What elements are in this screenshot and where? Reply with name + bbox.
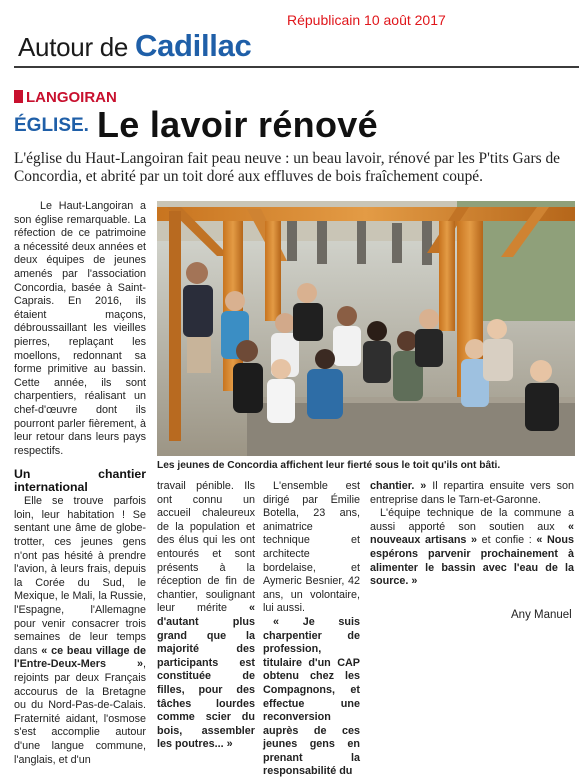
quote-text: « Nous espérons parvenir prochainement à alimenter le bassin avec l'eau de la source. » [370, 534, 574, 588]
quote-text: chantier. » [370, 480, 427, 492]
headline [14, 104, 378, 146]
article-column-4 [370, 480, 574, 589]
photo-caption: Les jeunes de Concordia affichent leur fierté sous le toit qu'ils ont bâti. [157, 460, 501, 471]
locality-text: LANGOIRAN [26, 89, 117, 106]
author-signature: Any Manuel [511, 609, 572, 621]
paragraph-text: et confie : [477, 534, 537, 547]
paragraph-text: travail pénible. Ils ont connu un accueil chaleureux de la population et des élus qui les ont entourés et sont présents à la réception de fin de chantier, soulignant leur mérite [157, 480, 255, 615]
paragraph-text: L'équipe technique de la commune a aussi apporté son soutien aux [370, 507, 574, 533]
paragraph-text: Il repartira ensuite vers son entreprise dans le Tarn-et-Garonne. [370, 480, 574, 506]
headline-title: Le lavoir rénové [96, 104, 378, 145]
paragraph-text: , rejoints par deux Français accourus de la Bretagne ou du Nord-Pas-de-Calais. Fraternité aidant, l'osmose s'est accomplie autour d'une langue commune, l'anglais, et d'un [14, 658, 146, 766]
paragraph: Le Haut-Langoiran a son église remarquable. La réfection de ce patrimoine a nécessité deux années et deux équipes de jeunes amenés par l'association Concordia, basée à Saint-Caprais. En 2016, ils étaient maçons, débroussaillant les vieilles pierres, replaçant les moellons, redonnant sa forme primitive au bassin. Cette année, ils sont charpentiers, réalisant un chef-d'œuvre dont ils pourront parler fièrement, à leur retour dans leurs pays respectifs. [14, 200, 146, 457]
paragraph [14, 495, 146, 767]
article-column-1 [14, 200, 146, 767]
subheading: Un chantier international [14, 467, 146, 495]
rubric-town: Cadillac [134, 28, 252, 63]
section-rubric [18, 28, 251, 64]
paragraph: L'ensemble est dirigé par Émilie Botella, 23 ans, animatrice technique et architecte bordelaise, et Aymeric Besnier, 42 ans, un volontaire, lui aussi. [263, 480, 360, 615]
quote-text: « ce beau village de l'Entre-Deux-Mers » [14, 644, 146, 671]
source-line: Républicain 10 août 2017 [287, 12, 446, 28]
quote-text: « Je suis charpentier de profession, titulaire d'un CAP obtenu chez les Compagnons, et effectue une reconversion auprès de ces jeunes gens en prenant la responsabilité du [263, 615, 360, 778]
paragraph [370, 480, 574, 507]
article-photo [157, 201, 575, 456]
article-column-2 [157, 480, 255, 752]
paragraph [370, 507, 574, 589]
quote-text: « nouveaux artisans » [370, 520, 574, 547]
headline-kicker: ÉGLISE. [14, 115, 89, 136]
red-square-icon [14, 90, 23, 103]
paragraph-text: Elle se trouve parfois loin, leur habitation ! Se sentant une âme de globe-trotter, ces jeunes gens n'ont pas hésité à prendre l'avion, à leurs frais, depuis la Corée du Sud, le Mexique, le Mali, la Russie, l'Espagne, l'Allemagne pour venir consacrer trois semaines de leur temps dans [14, 495, 146, 657]
paragraph [263, 616, 360, 779]
article-column-3 [263, 480, 360, 779]
paragraph [157, 480, 255, 752]
quote-text: « d'autant plus grand que la majorité des participants est constituée de filles, pour des tâches lourdes comme scier du bois, assembler les poutres... » [157, 602, 255, 751]
rubric-prefix: Autour de [18, 32, 135, 62]
header-rule [14, 66, 579, 68]
standfirst: L'église du Haut-Langoiran fait peau neuve : un beau lavoir, rénové par les P'tits Gars de Concordia, et abrité par un toit doré aux effluves de bois fraîchement coupé. [14, 150, 560, 185]
